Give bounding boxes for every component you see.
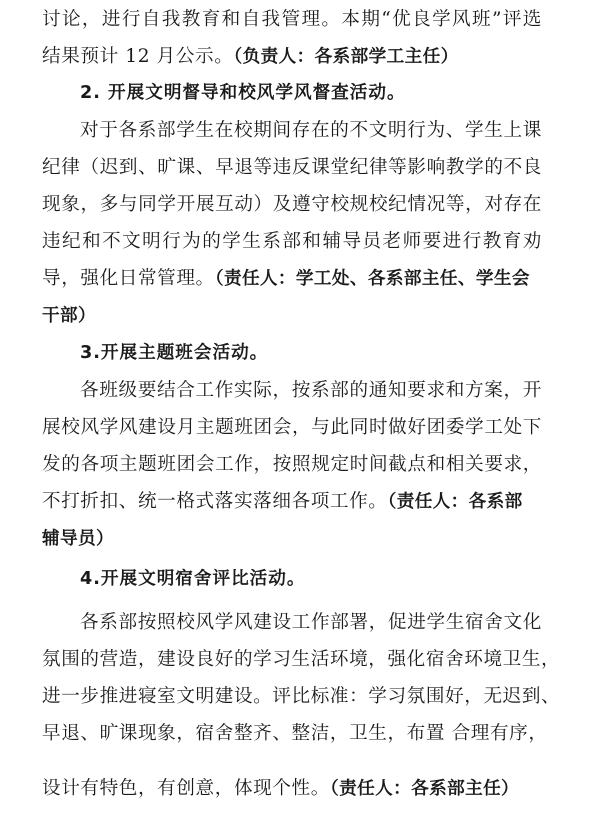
paragraph-line — [42, 715, 548, 752]
paragraph-line — [42, 520, 542, 557]
paragraph-line — [42, 1, 542, 38]
responsible-note: （责任人：学工处、各系部主任、学生会 — [214, 269, 530, 289]
body-text: 对于各系部学生在校期间存在的不文明行为、学生上课 — [80, 120, 542, 141]
paragraph-line — [42, 38, 542, 75]
paragraph-line — [80, 112, 542, 149]
section-heading: 3.开展主题班会活动。 — [80, 343, 269, 363]
responsible-note: 辅导员） — [42, 529, 114, 549]
paragraph-line — [42, 446, 542, 483]
body-text: 违纪和不文明行为的学生系部和辅导员老师要进行教育劝 — [42, 231, 542, 252]
body-text: 展校风学风建设月主题班团会，与此同时做好团委学工处下 — [42, 417, 542, 438]
paragraph-line — [42, 483, 542, 520]
section-heading: 4.开展文明宿舍评比活动。 — [80, 569, 306, 589]
body-text: 纪律（迟到、旷课、早退等违反课堂纪律等影响教学的不良 — [42, 157, 542, 178]
body-text: 不打折扣、统一格式落实落细各项工作。 — [42, 491, 388, 512]
responsible-note: （责任人：各系部 — [387, 492, 523, 512]
body-text: 早退、旷课现象，宿舍整齐、整洁，卫生，布置 合理有序， — [42, 723, 548, 744]
paragraph-line — [42, 186, 542, 223]
body-text: 各班级要结合工作实际，按系部的通知要求和方案，开 — [80, 380, 542, 401]
paragraph-line — [42, 260, 542, 297]
body-text: 现象，多与同学开展互动）及遵守校规校纪情况等，对存在 — [42, 194, 542, 215]
paragraph-line — [42, 678, 561, 715]
paragraph-line — [42, 770, 542, 807]
responsible-note: 干部） — [42, 306, 96, 326]
paragraph-line — [42, 149, 542, 186]
paragraph-line — [42, 297, 542, 334]
responsible-note: （负责人：各系部学工主任） — [233, 47, 459, 67]
responsible-note: （责任人：各系部主任） — [329, 779, 520, 799]
body-text: 发的各项主题班团会工作，按照规定时间截点和相关要求， — [42, 454, 542, 475]
paragraph-line — [42, 223, 542, 260]
body-text: 结果预计 12 月公示。 — [42, 46, 234, 67]
body-text: 导，强化日常管理。 — [42, 268, 215, 289]
section-heading: 2. 开展文明督导和校风学风督查活动。 — [80, 83, 406, 103]
paragraph-line — [42, 409, 542, 446]
body-text: 设计有特色，有创意，体现个性。 — [42, 778, 330, 799]
body-text: 讨论，进行自我教育和自我管理。本期“优良学风班”评选 — [42, 9, 542, 30]
paragraph-line — [42, 641, 561, 678]
paragraph-line — [80, 372, 542, 409]
paragraph-line — [80, 604, 542, 641]
body-text: 进一步推进寝室文明建设。评比标准：学习氛围好，无迟到、 — [42, 686, 561, 707]
body-text: 氛围的营造，建设良好的学习生活环境，强化宿舍环境卫生， — [42, 649, 561, 670]
body-text: 各系部按照校风学风建设工作部署，促进学生宿舍文化 — [80, 612, 542, 633]
